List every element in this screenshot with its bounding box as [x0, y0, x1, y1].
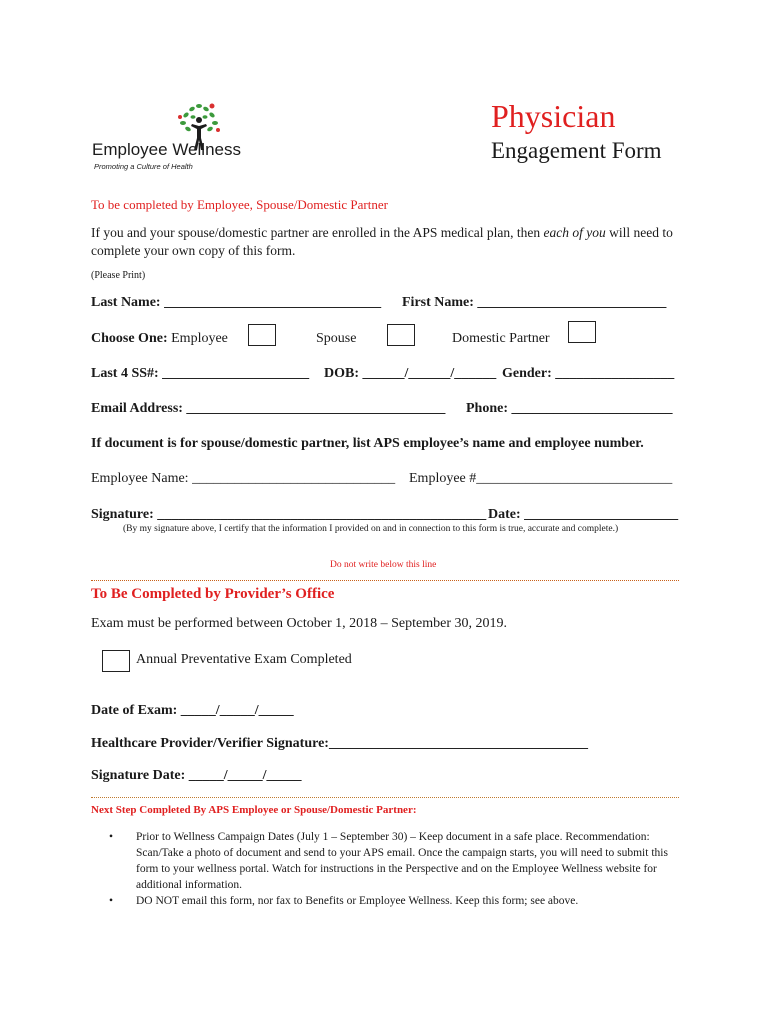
intro-paragraph [91, 224, 691, 260]
form-title-engagement: Engagement Form [491, 138, 662, 163]
exam-completed-label: Annual Preventative Exam Completed [136, 652, 352, 667]
employee-wellness-logo [92, 100, 252, 175]
next-step-list [109, 829, 689, 909]
option-spouse-label: Spouse [316, 331, 357, 346]
please-print-note: (Please Print) [91, 270, 146, 281]
bullet-text: DO NOT email this form, nor fax to Benefits or Employee Wellness. Keep this form; see above. [136, 895, 579, 907]
certify-note: (By my signature above, I certify that the information I provided on and in connection to this form is true, accurate and complete.) [123, 524, 619, 534]
list-item [109, 893, 689, 909]
date-field[interactable]: Date: ______________________ [488, 507, 679, 522]
provider-signature-field[interactable]: Healthcare Provider/Verifier Signature:_____________________________________ [91, 736, 588, 751]
choose-one-label: Choose One: [91, 331, 168, 346]
employee-name-field[interactable]: Employee Name: _____________________________ [91, 471, 396, 486]
intro-text-emphasis: each of you [543, 225, 606, 240]
signature-field[interactable]: Signature: _______________________________________________ [91, 507, 487, 522]
list-item [109, 829, 689, 893]
choose-one-row [91, 331, 228, 347]
signature-date-field[interactable]: Signature Date: _____/_____/_____ [91, 768, 302, 783]
intro-text-1: If you and your spouse/domestic partner are enrolled in the APS medical plan, then [91, 225, 544, 240]
phone-field[interactable]: Phone: _______________________ [466, 401, 673, 416]
domestic-partner-checkbox[interactable] [568, 321, 596, 343]
first-name-field[interactable]: First Name: ___________________________ [402, 295, 667, 310]
email-address-field[interactable]: Email Address: _____________________________________ [91, 401, 446, 416]
provider-section-heading: To Be Completed by Provider’s Office [91, 586, 335, 602]
employee-checkbox[interactable] [248, 324, 276, 346]
next-step-heading: Next Step Completed By APS Employee or Spouse/Domestic Partner: [91, 804, 417, 816]
spouse-checkbox[interactable] [387, 324, 415, 346]
do-not-write-note: Do not write below this line [330, 560, 437, 570]
option-employee-label: Employee [171, 331, 228, 346]
option-domestic-partner-label: Domestic Partner [452, 331, 550, 346]
bullet-icon: • [109, 831, 114, 843]
gender-field[interactable]: Gender: _________________ [502, 366, 675, 381]
divider-line-2 [91, 797, 679, 798]
exam-window-text: Exam must be performed between October 1, 2018 – September 30, 2019. [91, 616, 508, 631]
date-of-exam-field[interactable]: Date of Exam: _____/_____/_____ [91, 703, 294, 718]
logo-name: Employee Wellness [92, 140, 241, 159]
section-employee-heading: To be completed by Employee, Spouse/Domestic Partner [91, 197, 388, 212]
exam-completed-checkbox[interactable] [102, 650, 130, 672]
bullet-text: Prior to Wellness Campaign Dates (July 1 – September 30) – Keep document in a safe place. Recommendation: Scan/Take a photo of document and send to your APS email. Once the campaign starts, you will need to submit this form to your wellness portal. Watch for instructions in the Perspective and on the Employee Wellness website for additional information. [136, 831, 668, 891]
divider-line [91, 580, 679, 581]
last4-ssn-field[interactable]: Last 4 SS#: _____________________ [91, 366, 310, 381]
form-title-physician: Physician [491, 98, 616, 134]
employee-number-field[interactable]: Employee #____________________________ [409, 471, 673, 486]
last-name-field[interactable]: Last Name: _______________________________ [91, 295, 382, 310]
bullet-icon: • [109, 895, 114, 907]
logo-tagline: Promoting a Culture of Health [94, 162, 193, 171]
dob-field[interactable]: DOB: ______/______/______ [324, 366, 497, 381]
intro-text-2: will need to complete your own copy of this form. [91, 225, 673, 258]
spouse-instruction: If document is for spouse/domestic partner, list APS employee’s name and employee number. [91, 436, 644, 451]
